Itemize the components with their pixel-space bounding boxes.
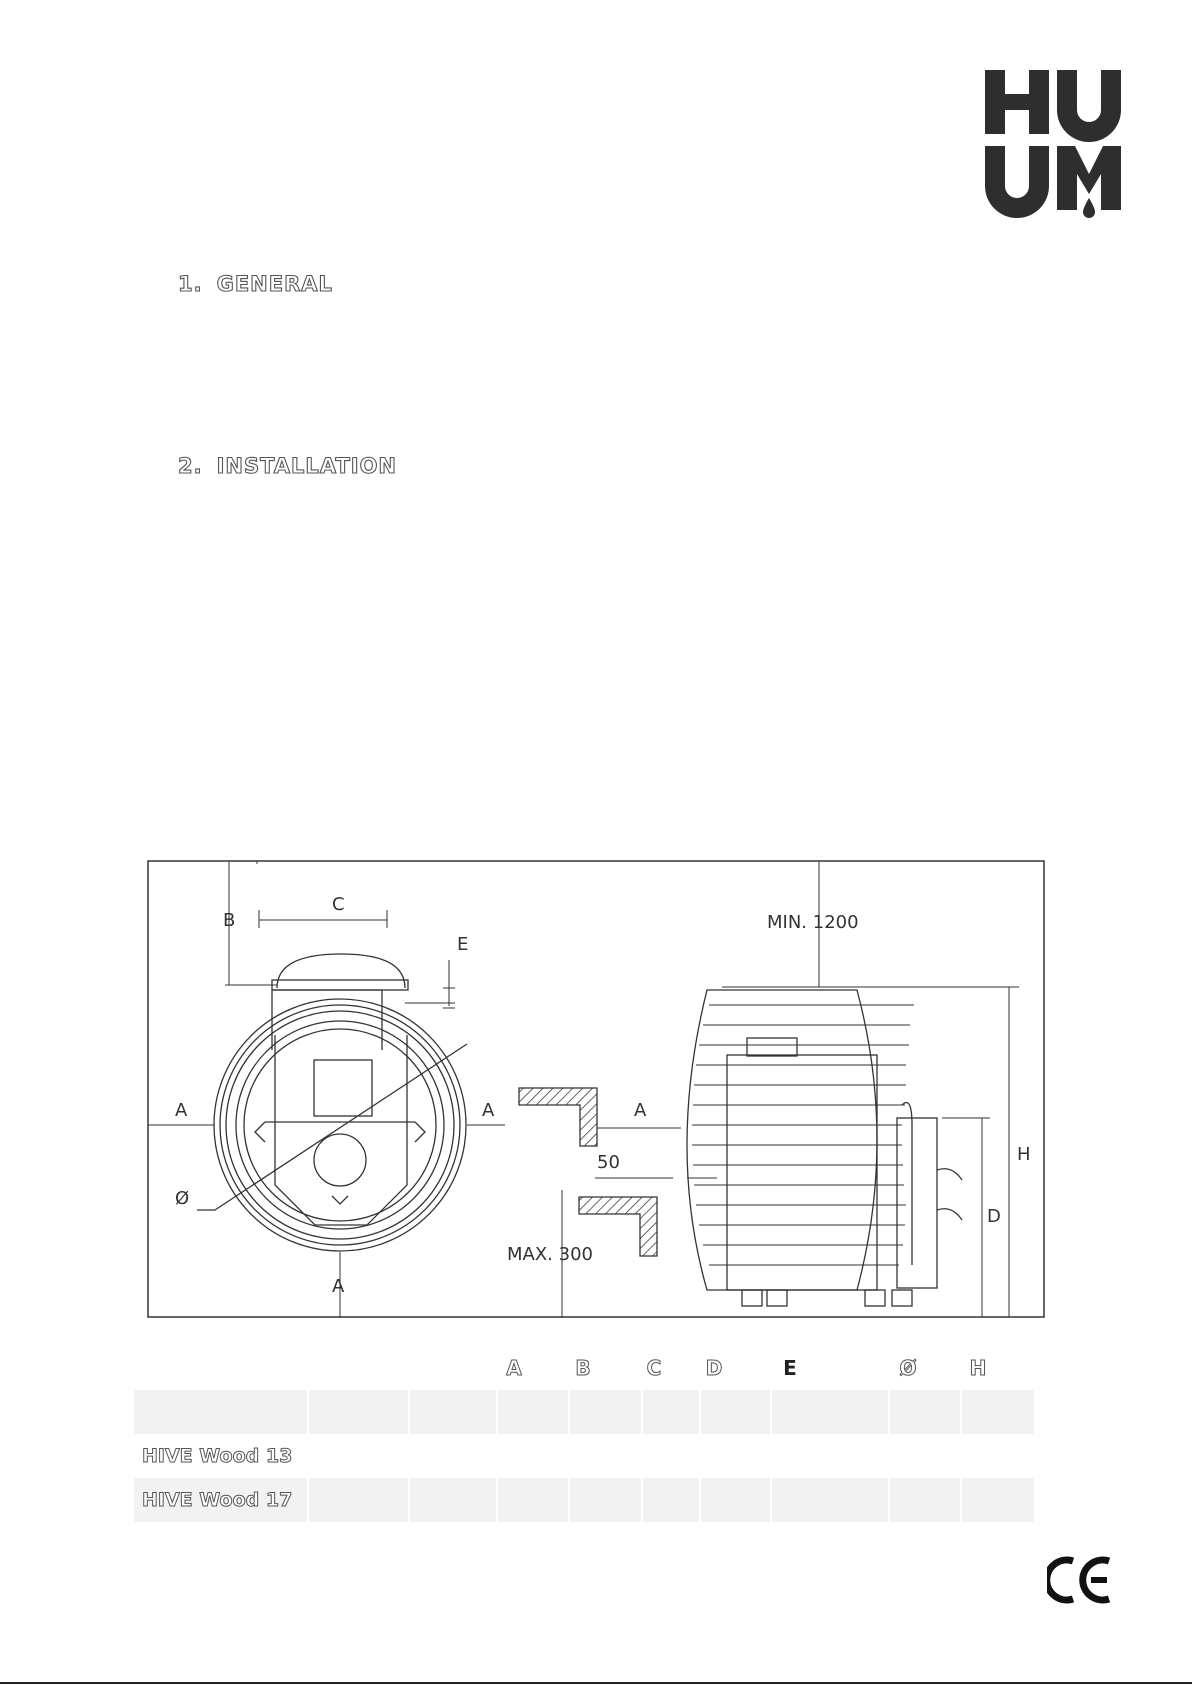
label-min-height: MIN. 1200 — [767, 912, 859, 933]
label-max-height: MAX. 300 — [507, 1244, 593, 1265]
section-heading-installation — [178, 454, 397, 478]
section-title: INSTALLATION — [216, 454, 398, 478]
table-header — [134, 1350, 1036, 1386]
label-d: D — [987, 1206, 1001, 1227]
col-header-c: C — [646, 1356, 662, 1380]
label-a-left: A — [175, 1100, 188, 1121]
table-row — [134, 1478, 1036, 1522]
col-header-h: H — [969, 1356, 987, 1380]
col-header-a: A — [506, 1356, 522, 1380]
label-gap: 50 — [597, 1152, 620, 1173]
row-label — [134, 1478, 309, 1522]
row-model: Wood 13 — [199, 1445, 293, 1467]
label-a-bottom: A — [332, 1276, 345, 1297]
row-brand: HIVE — [142, 1489, 193, 1511]
section-title: GENERAL — [216, 272, 333, 296]
label-a-wall: A — [634, 1100, 647, 1121]
label-b: B — [223, 910, 236, 931]
col-header-e: E — [783, 1356, 797, 1380]
label-e: E — [457, 934, 469, 955]
installation-drawing — [147, 860, 1045, 1318]
col-header-d: D — [705, 1356, 723, 1380]
label-a-mid: A — [482, 1100, 495, 1121]
row-brand: HIVE — [142, 1445, 193, 1467]
ce-mark — [1047, 1555, 1115, 1605]
dimensions-table — [134, 1350, 1036, 1522]
label-c: C — [332, 894, 345, 915]
col-header-b: B — [575, 1356, 591, 1380]
row-label — [134, 1434, 1036, 1478]
section-heading-general — [178, 272, 333, 296]
row-model: Wood 17 — [199, 1489, 293, 1511]
huum-logo — [985, 70, 1121, 220]
section-number: 2. — [178, 454, 203, 478]
label-diameter: Ø — [175, 1188, 190, 1209]
table-row — [134, 1434, 1036, 1478]
table-row-units — [134, 1390, 1036, 1434]
footer-rule — [0, 1682, 1192, 1684]
section-number: 1. — [178, 272, 203, 296]
col-header-diameter: Ø — [899, 1356, 917, 1380]
label-h: H — [1017, 1144, 1031, 1165]
